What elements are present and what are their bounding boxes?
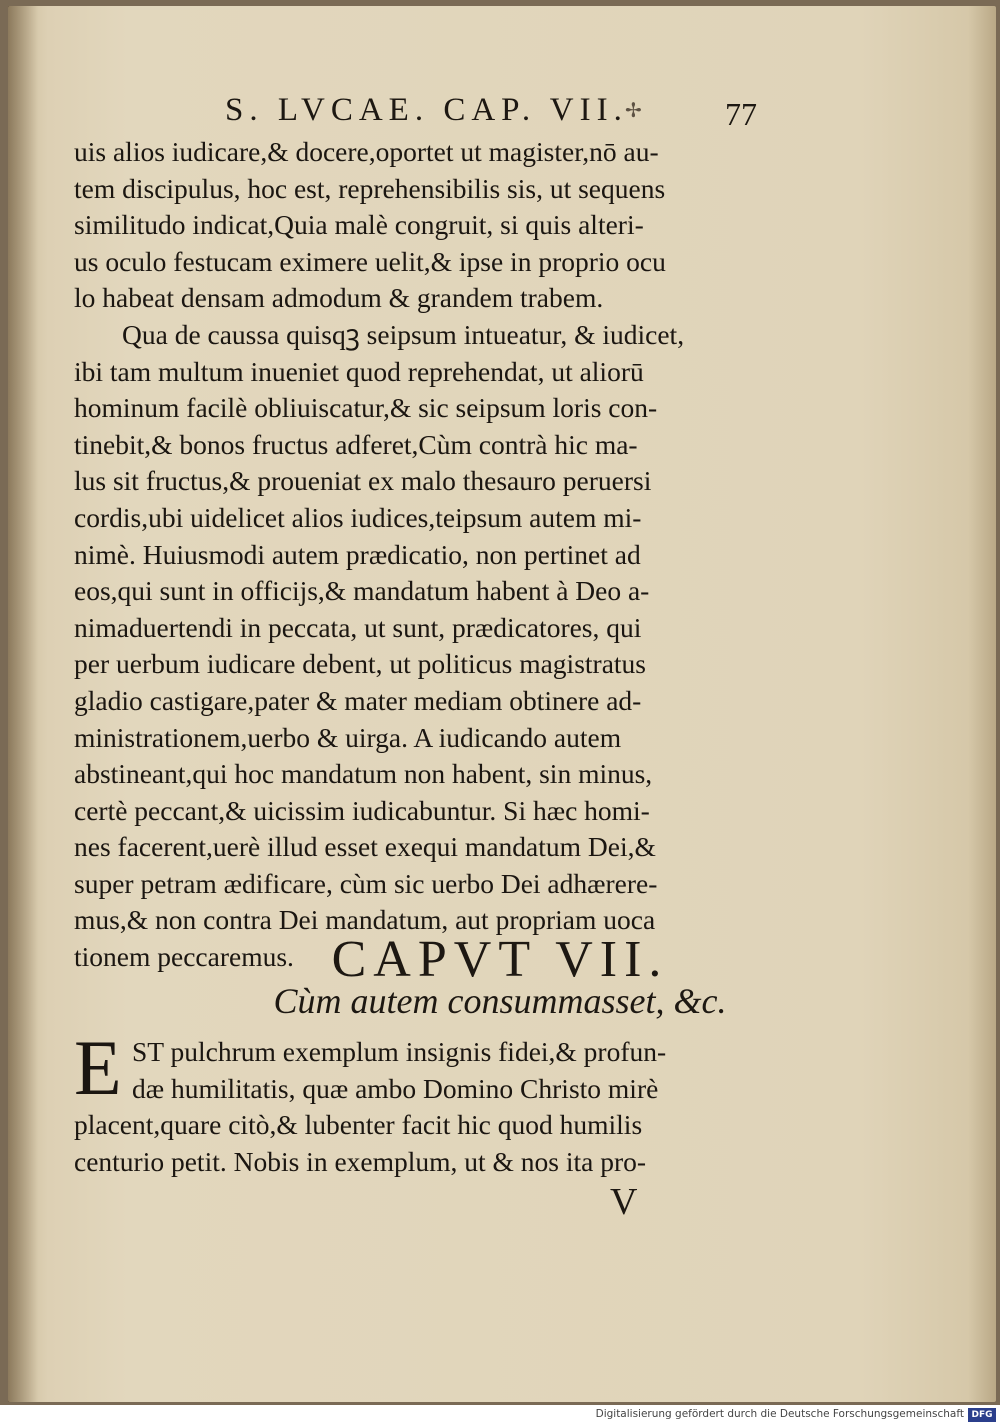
text-line: dæ humilitatis, quæ ambo Domino Christo mirè <box>132 1072 659 1104</box>
text-line: lo habeat densam admodum & grandem trabem. <box>74 282 604 314</box>
text-line: per uerbum iudicare debent, ut politicus magistratus <box>74 648 646 680</box>
text-line: super petram ædificare, cùm sic uerbo Dei adhærere- <box>74 867 658 899</box>
text-line: lus sit fructus,& proueniat ex malo thesauro peruersi <box>74 465 652 497</box>
text-line: ministrationem,uerbo & uirga. A iudicando autem <box>74 721 622 753</box>
text-line: mus,& non contra Dei mandatum, aut propriam uoca <box>74 904 656 936</box>
funding-credit: Digitalisierung gefördert durch die Deutsche Forschungsgemeinschaft <box>595 1408 964 1420</box>
text-line: centurio petit. Nobis in exemplum, ut & nos ita pro- <box>74 1145 647 1177</box>
text-line: similitudo indicat,Quia malè congruit, si quis alteri- <box>74 209 644 241</box>
footer-bar <box>0 1405 1000 1426</box>
catchword: V <box>610 1181 638 1223</box>
chapter-text-block <box>74 1024 774 1180</box>
page-number: 77 <box>725 96 757 132</box>
text-line: certè peccant,& uicissim iudicabuntur. Si hæc homi- <box>74 794 650 826</box>
text-line: nimè. Huiusmodi autem prædicatio, non pertinet ad <box>74 538 641 570</box>
text-line: hominum facilè obliuiscatur,& sic seipsum loris con- <box>74 392 658 424</box>
text-line: nes facerent,uerè illud esset exequi mandatum Dei,& <box>74 831 656 863</box>
text-line-content: ST pulchrum exemplum insignis fidei,& profun- <box>132 1036 667 1067</box>
text-line: tem discipulus, hoc est, reprehensibilis sis, ut sequens <box>74 172 666 204</box>
drop-cap: E <box>74 1024 122 1111</box>
text-line: placent,quare citò,& lubenter facit hic quod humilis <box>74 1109 643 1141</box>
running-head-title: S. LVCAE. CAP. VII. <box>225 92 628 128</box>
dfg-logo: DFG <box>968 1408 996 1422</box>
text-line: eos,qui sunt in officijs,& mandatum habent à Deo a- <box>74 575 650 607</box>
text-line: tinebit,& bonos fructus adferet,Cùm contrà hic ma- <box>74 428 638 460</box>
gutter-shadow <box>8 6 38 1402</box>
text-line: tionem peccaremus. <box>74 941 294 973</box>
chapter-title: CAPVT VII. <box>331 931 669 988</box>
running-head-ornament: ✢ <box>625 100 642 122</box>
text-line: gladio castigare,pater & mater mediam obtinere ad- <box>74 684 642 716</box>
text-line: uis alios iudicare,& docere,oportet ut magister,nō au- <box>74 136 659 167</box>
text-line: abstineant,qui hoc mandatum non habent, sin minus, <box>74 758 653 790</box>
text-line: cordis,ubi uidelicet alios iudices,teipsum autem mi- <box>74 501 642 533</box>
text-line: ibi tam multum inueniet quod reprehendat, ut aliorū <box>74 355 644 387</box>
text-line: nimaduertendi in peccata, ut sunt, prædicatores, qui <box>74 611 642 643</box>
text-line: us oculo festucam eximere uelit,& ipse in proprio ocu <box>74 245 666 277</box>
running-head <box>0 92 1000 132</box>
text-line: Qua de caussa quisqꝫ seipsum intueatur, & iudicet, <box>122 318 685 350</box>
main-text-block <box>74 134 774 976</box>
chapter-subtitle: Cùm autem consummasset, &c. <box>273 981 727 1021</box>
